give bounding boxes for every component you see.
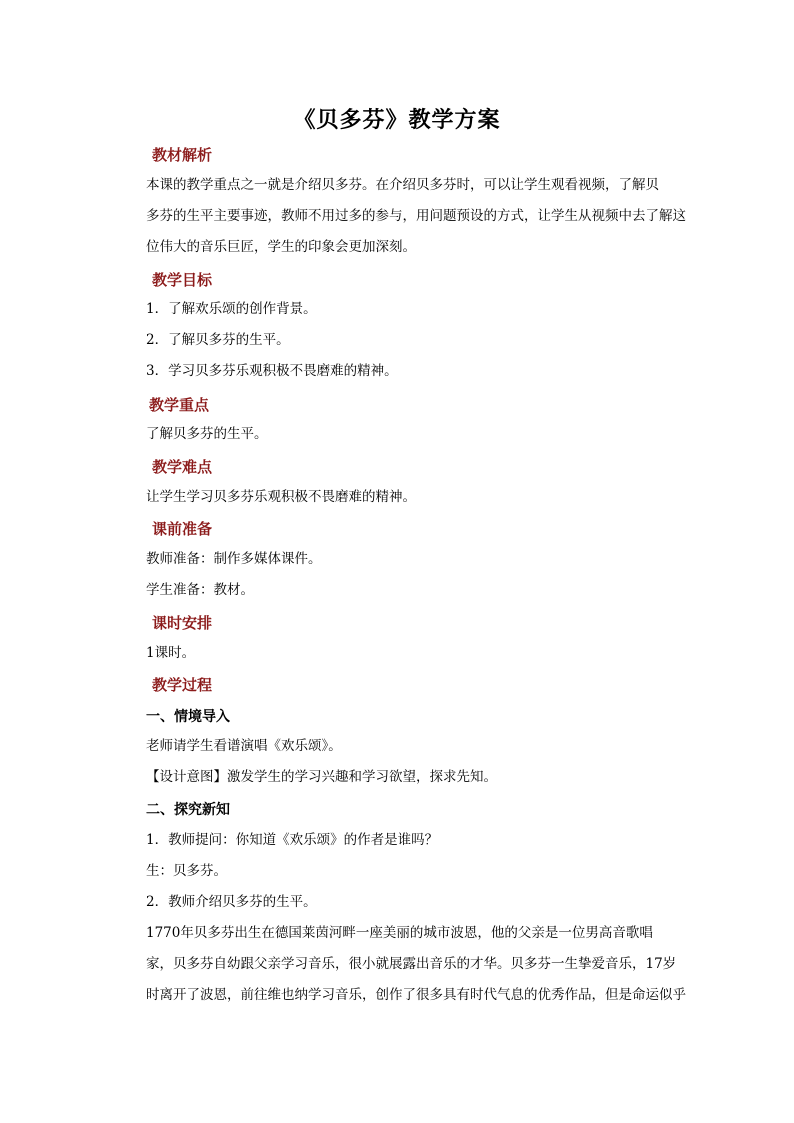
heading-preparation: 课前准备 — [152, 520, 213, 538]
preparation-teacher: 教师准备：制作多媒体课件。 — [146, 551, 322, 567]
heading-schedule: 课时安排 — [152, 614, 213, 632]
schedule-text: 1课时。 — [146, 645, 196, 661]
process-part2-q1: 1．教师提问：你知道《欢乐颂》的作者是谁吗？ — [146, 832, 439, 848]
process-part2-a1: 生：贝多芬。 — [146, 863, 227, 879]
heading-goals: 教学目标 — [152, 271, 213, 289]
preparation-student: 学生准备：教材。 — [146, 582, 254, 598]
heading-difficulties: 教学难点 — [152, 458, 213, 476]
process-part1-line1: 老师请学生看谱演唱《欢乐颂》。 — [146, 738, 342, 754]
bio-line-3: 时离开了波恩，前往维也纳学习音乐，创作了很多具有时代气息的优秀作品，但是命运似乎 — [146, 987, 686, 1003]
analysis-line-3: 位伟大的音乐巨匠，学生的印象会更加深刻。 — [146, 239, 416, 255]
difficulties-text: 让学生学习贝多芬乐观积极不畏磨难的精神。 — [146, 489, 416, 505]
bio-line-2: 家，贝多芬自幼跟父亲学习音乐，很小就展露出音乐的才华。贝多芬一生挚爱音乐，17岁 — [146, 956, 677, 972]
process-part1-title: 一、情境导入 — [146, 709, 230, 725]
heading-key-points: 教学重点 — [149, 396, 210, 414]
heading-process: 教学过程 — [152, 676, 213, 694]
process-part2-title: 二、探究新知 — [146, 802, 230, 818]
key-points-text: 了解贝多芬的生平。 — [146, 426, 268, 442]
document-title: 《贝多芬》教学方案 — [293, 107, 501, 133]
analysis-line-1: 本课的教学重点之一就是介绍贝多芬。在介绍贝多芬时，可以让学生观看视频，了解贝 — [146, 177, 659, 193]
goal-item-2: 2．了解贝多芬的生平。 — [146, 332, 290, 348]
analysis-line-2: 多芬的生平主要事迹，教师不用过多的参与，用问题预设的方式，让学生从视频中去了解这 — [146, 208, 686, 224]
process-part2-q2: 2．教师介绍贝多芬的生平。 — [146, 894, 317, 910]
heading-analysis: 教材解析 — [152, 146, 213, 164]
bio-line-1: 1770年贝多芬出生在德国莱茵河畔一座美丽的城市波恩，他的父亲是一位男高音歌唱 — [146, 925, 653, 941]
goal-item-3: 3．学习贝多芬乐观积极不畏磨难的精神。 — [146, 363, 398, 379]
goal-item-1: 1．了解欢乐颂的创作背景。 — [146, 301, 317, 317]
process-part1-line2: 【设计意图】激发学生的学习兴趣和学习欲望，探求先知。 — [146, 769, 497, 785]
